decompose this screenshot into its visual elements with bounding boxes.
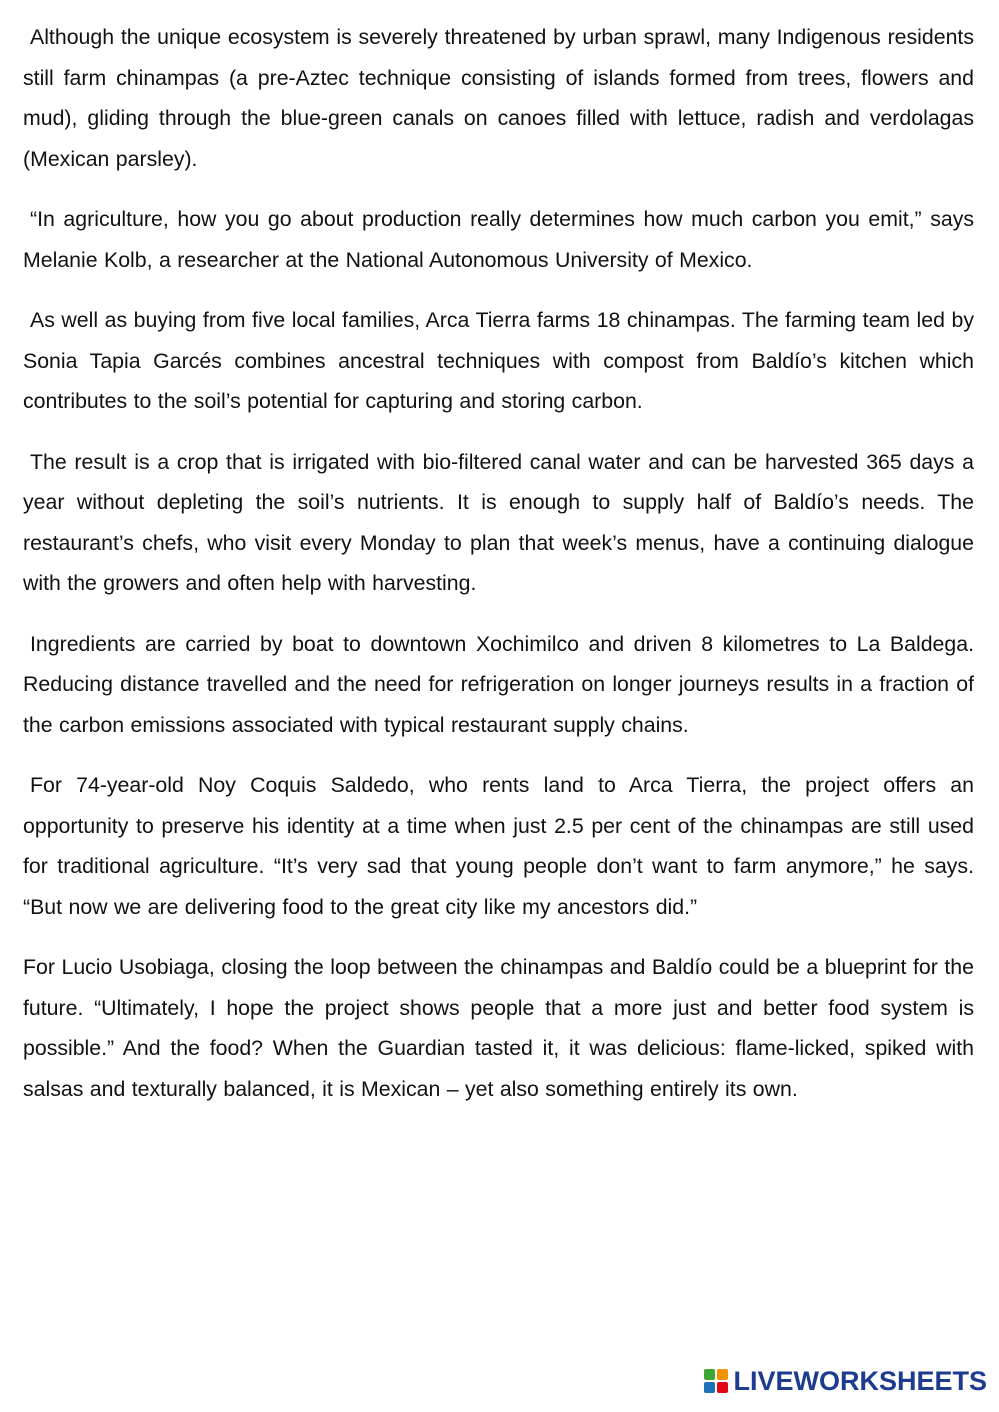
paragraph: Although the unique ecosystem is severely threatened by urban sprawl, many Indigenous residents still farm chinampas (a pre-Aztec technique consisting of islands formed from trees, flowers and mud), gliding through the blue-green canals on canoes filled with lettuce, radish and verdolagas (Mexican parsley). [23,25,974,171]
paragraph: The result is a crop that is irrigated with bio-filtered canal water and can be harvested 365 days a year without depleting the soil’s nutrients. It is enough to supply half of Baldío’s needs. The restaurant’s chefs, who visit every Monday to plan that week’s menus, have a continuing dialogue with the growers and often help with harvesting. [23,449,974,595]
liveworksheets-logo-icon [703,1368,729,1394]
logo-tile-orange [717,1369,728,1380]
brand-name: LIVEWORKSHEETS [733,1366,987,1396]
article-body [23,17,974,1129]
liveworksheets-brand[interactable] [703,1364,987,1398]
logo-tile-blue [704,1382,715,1393]
paragraph: For Lucio Usobiaga, closing the loop between the chinampas and Baldío could be a blueprint for the future. “Ultimately, I hope the project shows people that a more just and better food system is possible.” And the food? When the Guardian tasted it, it was delicious: flame-licked, spiked with salsas and texturally balanced, it is Mexican – yet also something entirely its own. [23,955,974,1101]
logo-tile-green [704,1369,715,1380]
logo-tile-red [717,1382,728,1393]
paragraph: For 74-year-old Noy Coquis Saldedo, who rents land to Arca Tierra, the project offers an opportunity to preserve his identity at a time when just 2.5 per cent of the chinampas are still used for traditional agriculture. “It’s very sad that young people don’t want to farm anymore,” he says. “But now we are delivering food to the great city like my ancestors did.” [23,773,974,919]
paragraph: Ingredients are carried by boat to downtown Xochimilco and driven 8 kilometres to La Baldega. Reducing distance travelled and the need for refrigeration on longer journeys results in a fraction of the carbon emissions associated with typical restaurant supply chains. [23,631,974,737]
paragraph: As well as buying from five local families, Arca Tierra farms 18 chinampas. The farming team led by Sonia Tapia Garcés combines ancestral techniques with compost from Baldío’s kitchen which contributes to the soil’s potential for capturing and storing carbon. [23,308,974,413]
paragraph: “In agriculture, how you go about production really determines how much carbon you emit,” says Melanie Kolb, a researcher at the National Autonomous University of Mexico. [23,207,974,272]
